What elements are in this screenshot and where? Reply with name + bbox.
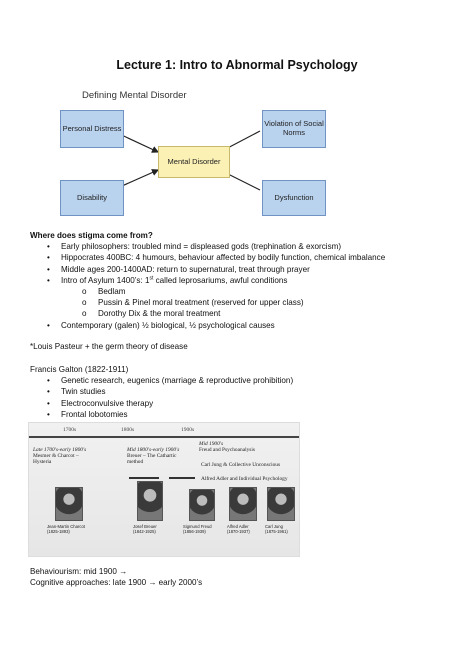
person-caption: Josef Breuer (1842-1925) (133, 524, 157, 534)
era-2 (127, 447, 179, 466)
era-3 (199, 441, 255, 453)
behaviourism-line: Behaviourism: mid 1900 → (30, 567, 128, 576)
person-caption: Sigmund Freud (1856-1939) (183, 524, 212, 534)
list-item: • Genetic research, eugenics (marriage & reproductive prohibition) (30, 375, 293, 386)
page-title: Lecture 1: Intro to Abnormal Psychology (116, 58, 358, 72)
galton-heading: Francis Galton (1822-1911) (30, 365, 129, 374)
person-caption: Alfred Adler (1870-1937) (227, 524, 250, 534)
era-2-period: Mid 1800's-early 1900's (127, 447, 180, 453)
person-caption: Jean-Martin Charcot (1825-1893) (47, 524, 85, 534)
social-norms-box: Violation of Social Norms (262, 110, 326, 148)
list-item: • Electroconvulsive therapy (30, 398, 293, 409)
sub-list-item: o Bedlam (30, 286, 385, 297)
sub-list-item: o Dorothy Dix & the moral treatment (30, 308, 385, 319)
year-label: 1900s (181, 427, 195, 433)
era-1-topic: Hysteria (33, 459, 52, 466)
dysfunction-box: Dysfunction (262, 180, 326, 216)
era-3-adler: Alfred Adler and Individual Psychology (201, 476, 288, 482)
asylum-text: Intro of Asylum 1400’s: 1 (61, 275, 150, 285)
timeline-arrow (129, 477, 159, 479)
history-timeline-figure (28, 422, 300, 557)
galton-section (30, 364, 293, 420)
list-item: • Contemporary (galen) ½ biological, ½ psychological causes (30, 320, 385, 331)
stigma-section (30, 230, 385, 331)
galton-list (30, 375, 293, 420)
diagram-title: Defining Mental Disorder (82, 90, 187, 101)
list-item-asylum (30, 275, 385, 286)
portrait-charcot (55, 487, 83, 521)
asylum-text-rest: called leprosariums, awful conditions (153, 275, 288, 285)
era-2-people: Breuer – The Cathartic (127, 453, 177, 460)
pasteur-note: *Louis Pasteur + the germ theory of disease (30, 342, 188, 351)
era-3-topic: Freud and Psychoanalysis (199, 447, 255, 454)
timeline-arrow (169, 477, 195, 479)
cognitive-line: Cognitive approaches: late 1900 → early 2000’s (30, 578, 203, 587)
era-1 (33, 447, 86, 466)
list-item: • Twin studies (30, 386, 293, 397)
person-caption: Carl Jung (1875-1961) (265, 524, 288, 534)
sub-list-item: o Pussin & Pinel moral treatment (reserved for upper class) (30, 297, 385, 308)
era-1-people: Mesmer & Charcot – (33, 453, 79, 460)
era-1-period: Late 1700's-early 1800's (33, 447, 87, 453)
list-item: • Frontal lobotomies (30, 409, 293, 420)
list-item: • Early philosophers: troubled mind = displeased gods (trephination & exorcism) (30, 241, 385, 252)
era-3-jung: Carl Jung & Collective Unconscious (201, 462, 281, 468)
era-2-topic: method (127, 459, 144, 466)
era-3-period: Mid 1900's (199, 441, 224, 447)
stigma-heading: Where does stigma come from? (30, 231, 153, 240)
portrait-adler (229, 487, 257, 521)
list-item: • Hippocrates 400BC: 4 humours, behaviour affected by bodily function, chemical imbalance (30, 252, 385, 263)
disability-box: Disability (60, 180, 124, 216)
mental-disorder-box: Mental Disorder (158, 146, 230, 178)
personal-distress-box: Personal Distress (60, 110, 124, 148)
year-label: 1800s (121, 427, 135, 433)
portrait-freud (189, 489, 215, 521)
portrait-jung (267, 487, 295, 521)
list-item: • Middle ages 200-1400AD: return to supernatural, treat through prayer (30, 264, 385, 275)
portrait-breuer (137, 481, 163, 521)
asylum-superscript: st (149, 275, 154, 282)
year-label: 1700s (63, 427, 77, 433)
stigma-list (30, 241, 385, 331)
timeline-line (29, 436, 299, 438)
